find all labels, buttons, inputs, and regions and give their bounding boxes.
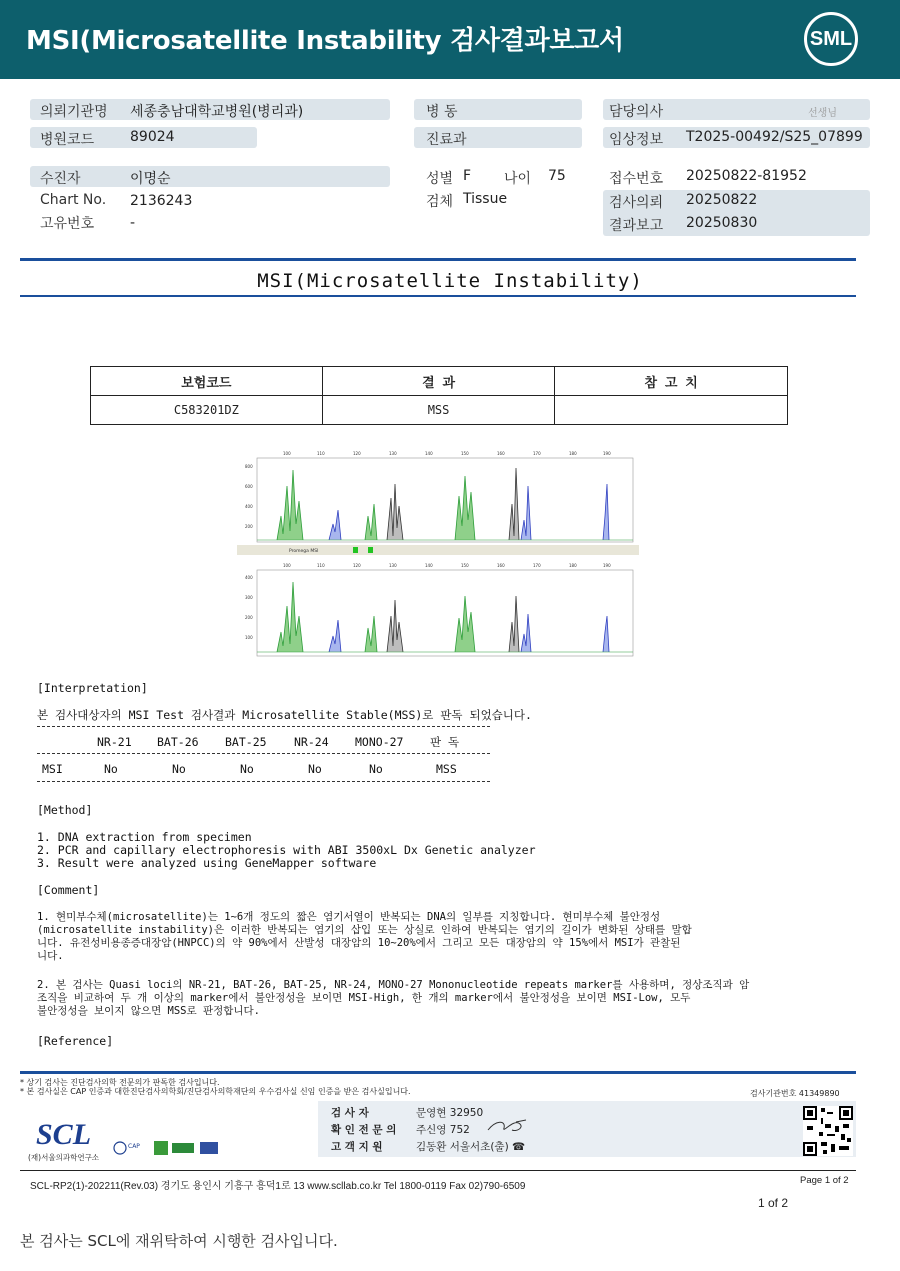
header-result: 결 과 [322, 367, 555, 396]
bin-marker [353, 547, 358, 553]
specimen-value: Tissue [463, 191, 508, 207]
tick-label: 100 [283, 451, 291, 456]
interpretation-title: [Interpretation] [37, 681, 148, 695]
comment-2-line-2: 조직을 비교하여 두 개 이상의 marker에서 불안정성을 보이면 MSI-High, 한 개의 marker에서 불안정성을 보이면 MSI-Low, 모두 [37, 992, 691, 1004]
marker-bat26-header: BAT-26 [157, 735, 199, 749]
footer-bottom-rule [20, 1170, 856, 1171]
signer-1-value: 문영현 32950 [416, 1107, 484, 1119]
marker-table-mid-rule [37, 753, 490, 754]
signer-3-value: 김동환 서울서초(출) ☎ [416, 1141, 526, 1153]
unique-label: 고유번호 [40, 216, 95, 232]
signer-2-value: 주신영 752 [416, 1124, 470, 1136]
patient-label: 수진자 [40, 171, 81, 187]
tick-label: 190 [603, 563, 611, 568]
scl-subtitle: (재)서울의과학연구소 [28, 1153, 100, 1162]
y-tick-label: 400 [245, 575, 253, 580]
tick-label: 190 [603, 451, 611, 456]
marker-judgment-value: MSS [436, 762, 457, 776]
patient-value: 이명순 [130, 171, 171, 187]
ward-label: 병 동 [426, 104, 458, 120]
tick-label: 140 [425, 451, 433, 456]
comment-2-line-3: 불안정성을 보이지 않으면 MSS로 판정합니다. [37, 1005, 261, 1017]
marker-nr21-header: NR-21 [97, 735, 132, 749]
qr-code [803, 1106, 853, 1156]
y-tick-label: 200 [245, 524, 253, 529]
scl-logo: SCL [36, 1118, 92, 1151]
footer-note-1: * 상기 검사는 진단검사의학 전문의가 판독한 검사입니다. [20, 1078, 220, 1087]
y-tick-label: 200 [245, 615, 253, 620]
bottom-note: 본 검사는 SCL에 재위탁하여 시행한 검사입니다. [20, 1232, 338, 1250]
marker-nr21-value: No [104, 762, 118, 776]
reception-value: 20250822-81952 [686, 168, 807, 184]
marker-nr24-value: No [308, 762, 322, 776]
report-header [0, 0, 900, 79]
bin-marker [368, 547, 373, 553]
comment-1-line-4: 니다. [37, 950, 64, 962]
clinical-value: T2025-00492/S25_07899 [686, 129, 863, 145]
page-number: 1 of 2 [758, 1196, 789, 1210]
section-title: MSI(Microsatellite Instability) [257, 270, 643, 292]
footer-top-rule [20, 1071, 856, 1074]
marker-judgment-header: 판 독 [430, 735, 460, 749]
report-date-value: 20250830 [686, 215, 758, 231]
hospital-value: 세종충남대학교병원(병리과) [130, 104, 304, 120]
marker-nr24-header: NR-24 [294, 735, 329, 749]
cell-result: MSS [322, 396, 555, 425]
tick-label: 100 [283, 563, 291, 568]
accreditation-logos [112, 1138, 222, 1158]
age-label: 나이 [504, 171, 532, 187]
report-label: 결과보고 [609, 218, 664, 234]
comment-2-line-1: 2. 본 검사는 Quasi loci의 NR-21, BAT-26, BAT-25, NR-24, MONO-27 Mononucleotide repeats marker를 사용하며, 정상조직과 암 [37, 979, 750, 991]
footer-note-2: * 본 검사실은 CAP 인증과 대한진단검사의학회/진단검사의학재단의 우수검사실 신임 인증을 받은 검사실입니다. [20, 1087, 411, 1096]
comment-title: [Comment] [37, 883, 100, 897]
tick-label: 150 [461, 563, 469, 568]
lab-address: SCL-RP2(1)-202211(Rev.03) 경기도 용인시 기흥구 흥덕1로 13 www.scllab.co.kr Tel 1800-0119 Fax 02)790-6509 [30, 1181, 526, 1192]
request-label: 검사의뢰 [609, 195, 664, 211]
signer-3-label: 고 객 지 원 [331, 1141, 383, 1153]
marker-row-label: MSI [42, 762, 63, 776]
report-title: MSI(Microsatellite Instability 검사결과보고서 [26, 26, 624, 56]
y-tick-label: 400 [245, 504, 253, 509]
signer-2-label: 확 인 전 문 의 [331, 1124, 397, 1136]
tick-label: 170 [533, 451, 541, 456]
sml-logo: SML [804, 12, 858, 66]
marker-bat25-header: BAT-25 [225, 735, 267, 749]
header-insurance-code: 보험코드 [91, 367, 323, 396]
interpretation-text: 본 검사대상자의 MSI Test 검사결과 Microsatellite Stable(MSS)로 판독 되었습니다. [37, 708, 532, 722]
result-table [90, 366, 788, 425]
y-tick-label: 600 [245, 484, 253, 489]
comment-1-line-2: (microsatellite instability)은 이러한 반복되는 염기의 삽입 또는 상실로 인하여 반복되는 염기의 길이가 변화된 상태를 말합 [37, 924, 692, 936]
chart-value: 2136243 [130, 193, 193, 209]
hospital-code-value: 89024 [130, 129, 175, 145]
sex-label: 성별 [426, 171, 454, 187]
header-reference: 참 고 치 [555, 367, 788, 396]
signature-box [318, 1101, 856, 1157]
method-title: [Method] [37, 803, 93, 817]
specimen-label: 검체 [426, 194, 454, 210]
reference-title: [Reference] [37, 1034, 114, 1048]
doctor-label: 담당의사 [609, 104, 664, 120]
marker-bat25-value: No [240, 762, 254, 776]
signature-mark [486, 1116, 534, 1136]
reception-label: 접수번호 [609, 171, 664, 187]
electropherogram-image [237, 446, 639, 662]
unique-value: - [130, 215, 136, 231]
bottom-peaks [257, 582, 633, 652]
lab-number: 검사기관번호 41349890 [750, 1089, 840, 1098]
tick-label: 170 [533, 563, 541, 568]
tick-label: 140 [425, 563, 433, 568]
hospital-label: 의뢰기관명 [40, 104, 108, 120]
tick-label: 180 [569, 563, 577, 568]
y-tick-label: 100 [245, 635, 253, 640]
request-value: 20250822 [686, 192, 758, 208]
comment-1-line-3: 니다. 유전성비용종증대장암(HNPCC)의 약 90%에서 산발성 대장암의 10~20%에서 그리고 모든 대장암의 약 15%에서 MSI가 관찰된 [37, 937, 681, 949]
section-bottom-rule [20, 295, 856, 297]
method-line-1: 1. DNA extraction from specimen [37, 830, 252, 844]
tick-label: 180 [569, 451, 577, 456]
y-tick-label: 800 [245, 464, 253, 469]
method-line-2: 2. PCR and capillary electrophoresis with ABI 3500xL Dx Genetic analyzer [37, 843, 536, 857]
hospital-code-label: 병원코드 [40, 132, 95, 148]
tick-label: 160 [497, 451, 505, 456]
marker-mono27-value: No [369, 762, 383, 776]
cell-reference [555, 396, 788, 425]
tick-label: 120 [353, 563, 361, 568]
panel-label-text: Promega MSI [289, 549, 319, 554]
chart-label: Chart No. [40, 192, 107, 208]
tick-label: 120 [353, 451, 361, 456]
marker-table-top-rule [37, 726, 490, 727]
tick-label: 160 [497, 563, 505, 568]
cell-insurance-code: C583201DZ [91, 396, 323, 425]
patient-row-bg [30, 166, 390, 187]
marker-bat26-value: No [172, 762, 186, 776]
tick-label: 110 [317, 451, 325, 456]
age-value: 75 [548, 168, 566, 184]
y-tick-label: 300 [245, 595, 253, 600]
comment-1-line-1: 1. 현미부수체(microsatellite)는 1~6개 정도의 짧은 염기서열이 반복되는 DNA의 일부를 지칭합니다. 현미부수체 불안정성 [37, 911, 661, 923]
tick-label: 130 [389, 563, 397, 568]
method-line-3: 3. Result were analyzed using GeneMapper software [37, 856, 377, 870]
dept-label: 진료과 [426, 132, 467, 148]
section-top-rule [20, 258, 856, 261]
marker-table-bottom-rule [37, 781, 490, 782]
doctor-value: 선생님 [808, 108, 837, 119]
marker-mono27-header: MONO-27 [355, 735, 404, 749]
sex-value: F [463, 168, 472, 184]
tick-label: 150 [461, 451, 469, 456]
signer-1-label: 검 사 자 [331, 1107, 369, 1119]
clinical-label: 임상정보 [609, 132, 664, 148]
tick-label: 130 [389, 451, 397, 456]
page-of-label: Page 1 of 2 [800, 1175, 849, 1186]
svg-text:CAP: CAP [128, 1143, 140, 1150]
tick-label: 110 [317, 563, 325, 568]
